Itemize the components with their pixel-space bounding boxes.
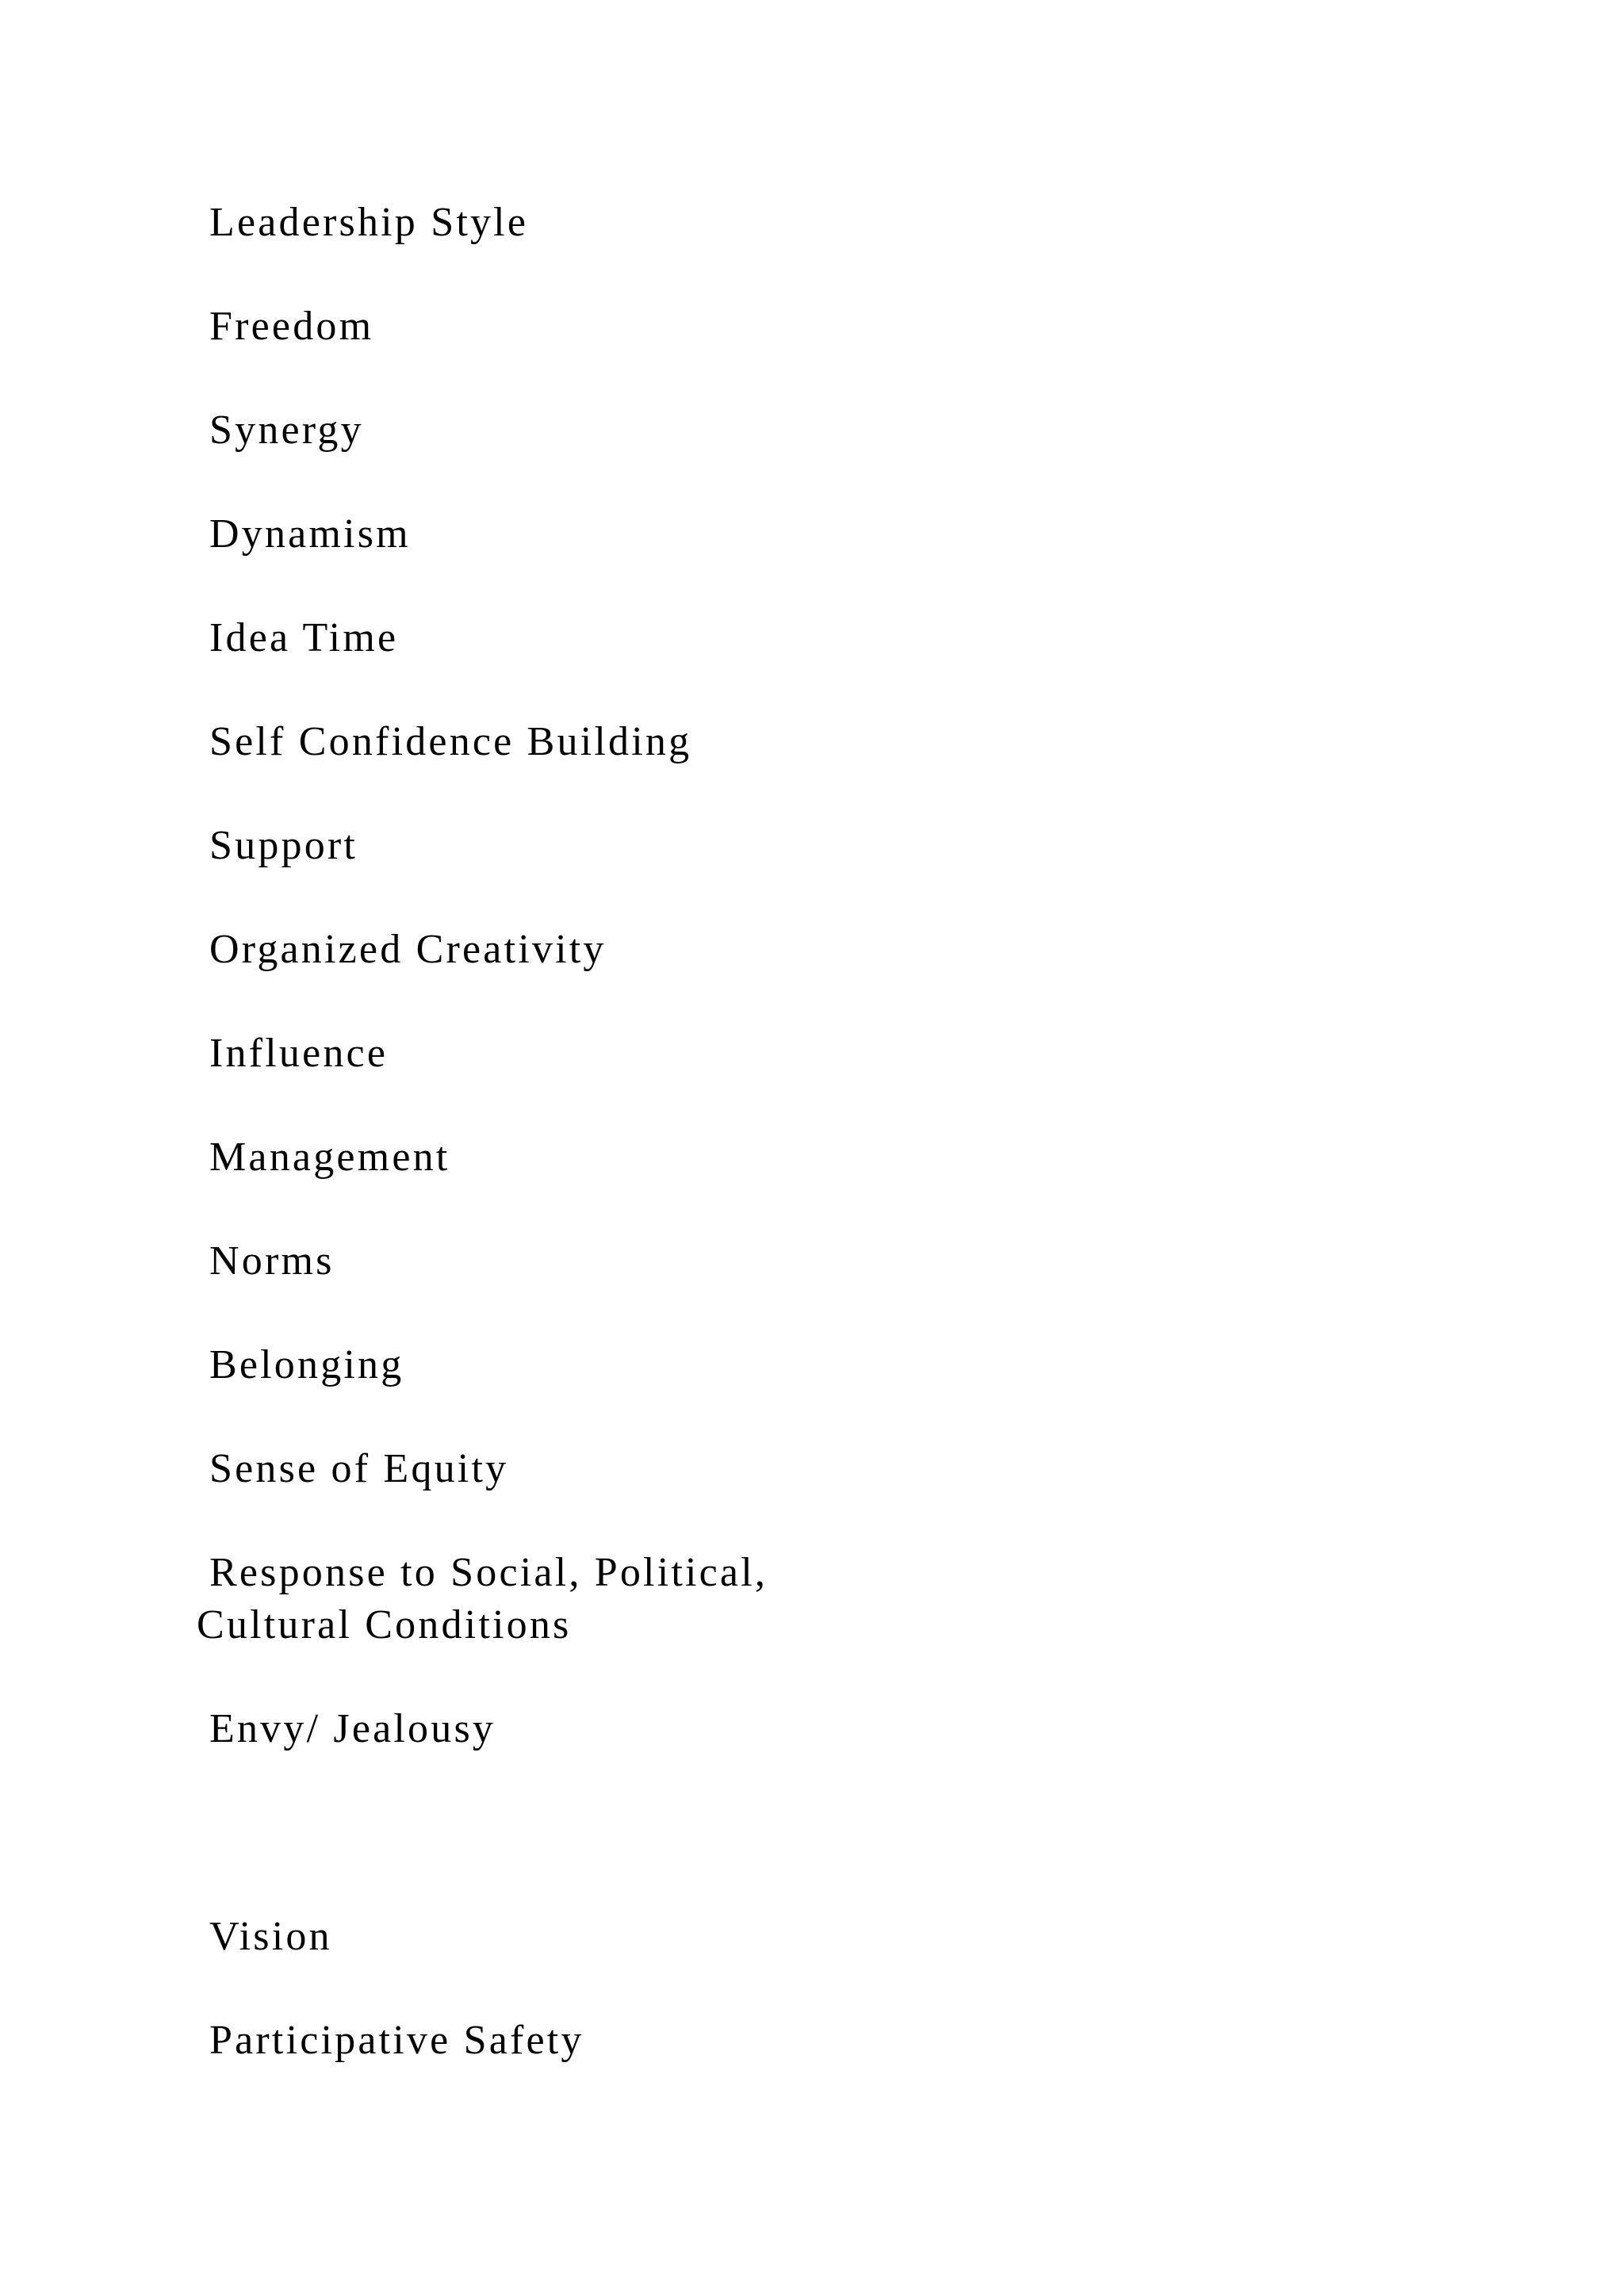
term-idea-time: Idea Time	[209, 615, 399, 660]
term-envy-jealousy: Envy/ Jealousy	[209, 1706, 496, 1751]
term-response-line-1: Response to Social, Political,	[209, 1550, 768, 1595]
term-participative-safety: Participative Safety	[209, 2018, 584, 2063]
term-dynamism: Dynamism	[209, 511, 411, 557]
term-response-line-2: Cultural Conditions	[197, 1602, 572, 1647]
term-freedom: Freedom	[209, 304, 374, 349]
term-sense-of-equity: Sense of Equity	[209, 1446, 509, 1491]
term-response-to-conditions	[197, 1547, 768, 1651]
term-organized-creativity: Organized Creativity	[209, 927, 607, 972]
term-belonging: Belonging	[209, 1342, 404, 1387]
term-influence: Influence	[209, 1031, 389, 1076]
term-self-confidence-building: Self Confidence Building	[209, 719, 692, 764]
term-vision: Vision	[209, 1914, 332, 1959]
term-leadership-style: Leadership Style	[209, 200, 529, 245]
term-management: Management	[209, 1135, 450, 1180]
term-norms: Norms	[209, 1238, 335, 1284]
term-synergy: Synergy	[209, 408, 364, 453]
term-support: Support	[209, 823, 358, 868]
